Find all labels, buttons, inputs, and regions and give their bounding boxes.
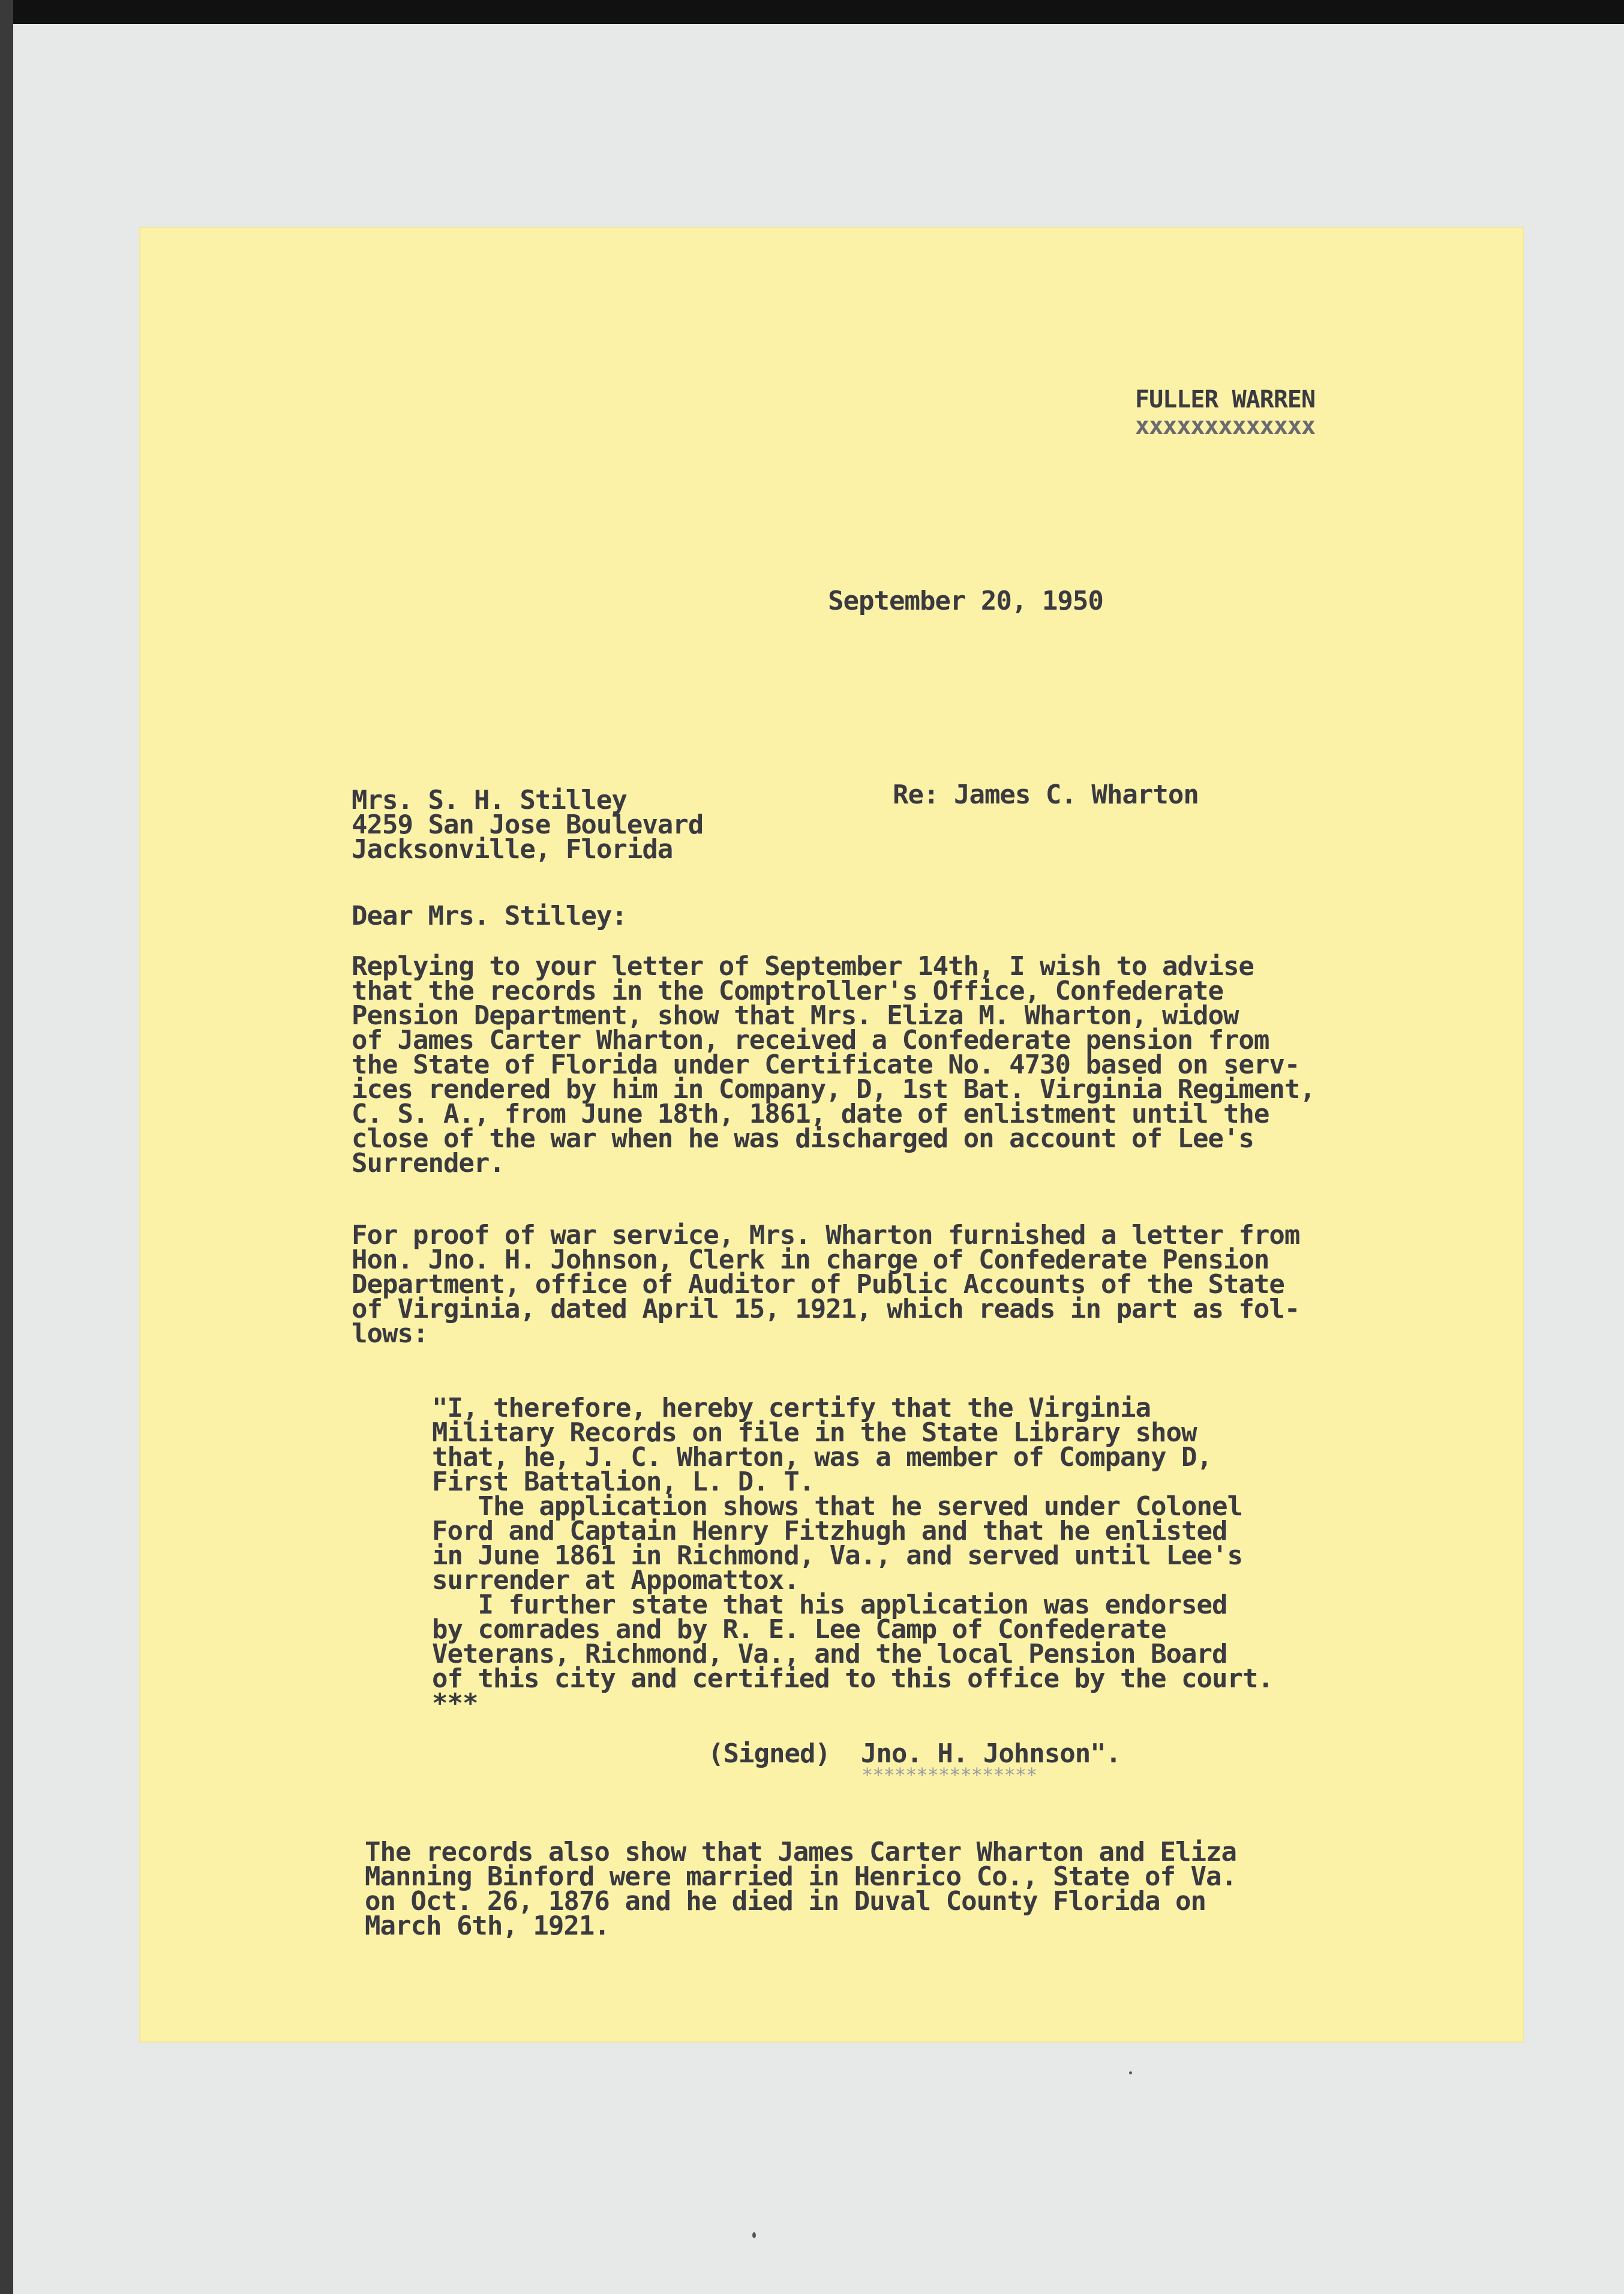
recipient-line-2: 4259 San Jose Boulevard (352, 809, 704, 840)
scan-speck (1129, 2071, 1132, 2074)
paragraph-1: Replying to your letter of September 14th, I wish to advise that the records in the Comptroller's Office, Confederate Pension Department, show that Mrs. Eliza M. Wharton, widow of James Carter Wharton, received a Confederate pension from the State of Florida under Certificate No. 4730 based on serv- ices rendered by him in Company, D, 1st Bat. Virginia Regiment, C. S. A., from June 18th, 1861, date of enlistment until the close of the war when he was discharged on account of Lee's Surrender. (352, 951, 1315, 1179)
scan-speck (752, 2232, 756, 2238)
signature-line: (Signed) Jno. H. Johnson". (708, 1738, 1121, 1769)
recipient-line-1: Mrs. S. H. Stilley (352, 785, 627, 815)
reference-line: Re: James C. Wharton (893, 779, 1199, 810)
closing-paragraph: The records also show that James Carter Wharton and Eliza Manning Binford were married in Henrico Co., State of Va. on Oct. 26, 1876 and he died in Duval County Florida on March 6th, 1921. (365, 1837, 1236, 1941)
signature-underline-stars: **************** (861, 1764, 1037, 1786)
letter-date: September 20, 1950 (828, 586, 1103, 616)
letter-sheet (139, 227, 1524, 2043)
letterhead-name: FULLER WARREN (1135, 386, 1316, 413)
paragraph-2: For proof of war service, Mrs. Wharton furnished a letter from Hon. Jno. H. Johnson, Clerk in charge of Confederate Pension Department, office of Auditor of Public Accounts of the State of Virginia, dated April 15, 1921, which reads in part as fol- lows: (352, 1220, 1300, 1349)
recipient-line-3: Jacksonville, Florida (352, 834, 673, 865)
scan-top-edge (0, 0, 1624, 24)
scan-left-edge (0, 0, 13, 2294)
letterhead-strikeout: xxxxxxxxxxxxx (1135, 412, 1316, 440)
quoted-certification: "I, therefore, hereby certify that the Virginia Military Records on file in the State Library show that, he, J. C. Wharton, was a member of Company D, First Battalion, L. D. T. The application shows that he served under Colonel Ford and Captain Henry Fitzhugh and that he enlisted in June 1861 in Richmond, Va., and served until Lee's surrender at Appomattox. I further state that his application was endorsed by comrades and by R. E. Lee Camp of Confederate Veterans, Richmond, Va., and the local Pension Board of this city and certified to this office by the court. *** (432, 1393, 1273, 1719)
salutation: Dear Mrs. Stilley: (352, 901, 627, 931)
